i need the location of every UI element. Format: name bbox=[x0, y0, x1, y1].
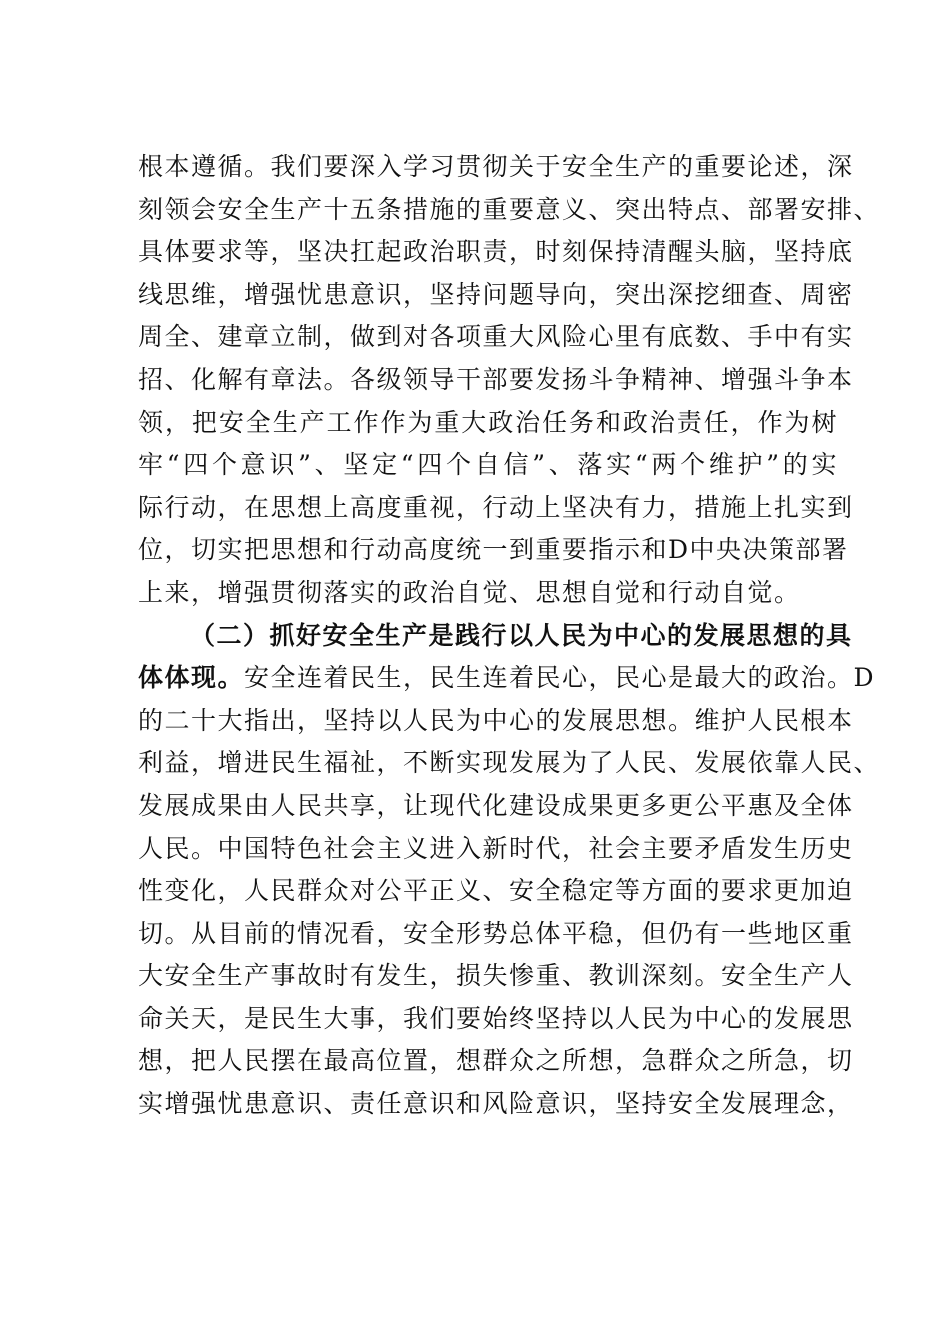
text-line: 实增强忧患意识、责任意识和风险意识，坚持安全发展理念， bbox=[138, 1089, 854, 1119]
text-line: 具体要求等，坚决扛起政治职责，时刻保持清醒头脑，坚持底 bbox=[138, 237, 854, 267]
text-line: 位，切实把思想和行动高度统一到重要指示和D中央决策部署 bbox=[138, 535, 849, 565]
text-line: 人民。中国特色社会主义进入新时代，社会主要矛盾发生历史 bbox=[138, 833, 854, 863]
text-line: 际行动，在思想上高度重视，行动上坚决有力，措施上扎实到 bbox=[138, 492, 854, 522]
text-segment: 安全连着民生，民生连着民心，民心是最大的政治。D bbox=[244, 663, 876, 693]
text-line: 周全、建章立制，做到对各项重大风险心里有底数、手中有实 bbox=[138, 322, 854, 352]
text-line: 线思维，增强忧患意识，坚持问题导向，突出深挖细查、周密 bbox=[138, 279, 854, 309]
text-line: 上来，增强贯彻落实的政治自觉、思想自觉和行动自觉。 bbox=[138, 577, 801, 607]
text-line: 招、化解有章法。各级领导干部要发扬斗争精神、增强斗争本 bbox=[138, 364, 854, 394]
text-line: 命关天，是民生大事，我们要始终坚持以人民为中心的发展思 bbox=[138, 1003, 854, 1033]
section-heading-line: （二）抓好安全生产是践行以人民为中心的发展思想的具 bbox=[190, 620, 853, 650]
text-line: 大安全生产事故时有发生，损失惨重、教训深刻。安全生产人 bbox=[138, 961, 854, 991]
section-heading-end: 体体现。 bbox=[138, 663, 245, 693]
text-line: 牢“四个意识”、坚定“四个自信”、落实“两个维护”的实 bbox=[138, 450, 838, 480]
text-line: 利益，增进民生福祉，不断实现发展为了人民、发展依靠人民、 bbox=[138, 748, 881, 778]
text-line: 发展成果由人民共享，让现代化建设成果更多更公平惠及全体 bbox=[138, 790, 854, 820]
text-line: 领，把安全生产工作作为重大政治任务和政治责任，作为树 bbox=[138, 407, 838, 437]
text-line: 刻领会安全生产十五条措施的重要意义、突出特点、部署安排、 bbox=[138, 194, 881, 224]
text-line: 根本遵循。我们要深入学习贯彻关于安全生产的重要论述，深 bbox=[138, 152, 854, 181]
text-line: 想，把人民摆在最高位置，想群众之所想，急群众之所急，切 bbox=[138, 1046, 854, 1076]
text-line: 切。从目前的情况看，安全形势总体平稳，但仍有一些地区重 bbox=[138, 918, 854, 948]
text-line-with-heading bbox=[138, 657, 876, 700]
text-line: 性变化，人民群众对公平正义、安全稳定等方面的要求更加迫 bbox=[138, 876, 854, 906]
text-line: 的二十大指出，坚持以人民为中心的发展思想。维护人民根本 bbox=[138, 705, 854, 735]
document-body bbox=[138, 146, 881, 1126]
